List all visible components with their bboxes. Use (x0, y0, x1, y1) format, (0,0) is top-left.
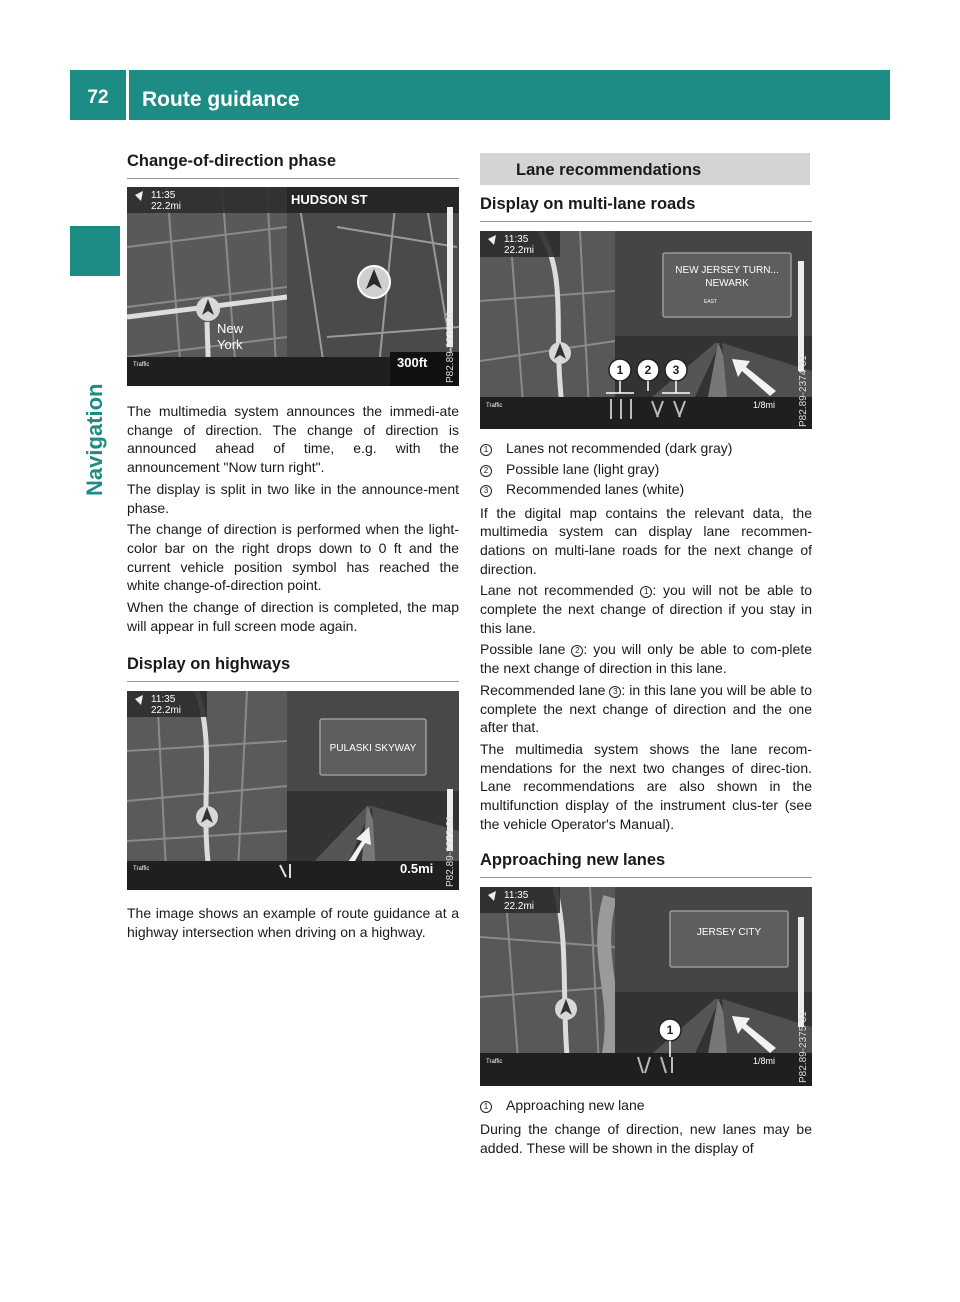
shot2-sign: PULASKI SKYWAY (329, 743, 417, 755)
header-divider (126, 70, 129, 120)
shot1-ref: P82.89-2370-31 (445, 311, 456, 383)
shot1-map-label-2: York (217, 337, 243, 352)
screenshot-multi-lane (480, 231, 812, 429)
screenshot-new-lanes (480, 887, 812, 1086)
shot3-shield: EAST (704, 299, 718, 305)
legend-item: 3 Recommended lanes (white) (480, 479, 812, 500)
legend-new-lane (480, 1095, 812, 1116)
side-tab-block (70, 226, 120, 276)
legend-item: 2 Possible lane (light gray) (480, 459, 812, 480)
box-heading-lane-recommendations: Lane recommendations (480, 153, 810, 185)
para-announce: The multimedia system announces the immedi-ate change of direction. The change of direction is announced ahead of time, e.g. with the announcement "Now turn right". (127, 403, 459, 476)
shot4-sign: JERSEY CITY (696, 927, 762, 939)
shot2-remaining: 0.5mi (400, 861, 434, 877)
screenshot-change-of-direction (127, 187, 459, 386)
shot3-remaining: 1/8mi (753, 400, 776, 410)
left-column (127, 150, 459, 942)
heading-new-lanes: Approaching new lanes (480, 851, 812, 878)
para-not-recommended: Lane not recommended 1 : you will not be able to complete the next change of direction if you stay in this lane. (480, 582, 813, 636)
shot4-callout: 1 (666, 1023, 674, 1038)
shot3-traffic: Traffic (486, 403, 503, 409)
shot4-ref: P82.89-2375-31 (798, 1011, 809, 1084)
callout-2: 2 (644, 363, 652, 377)
para-two-changes: The multimedia system shows the lane recom-mendations for the next two changes of direc-tion. Lane recommendations are also shown in the multifunction display of the instrument clus-ter (see the vehicle Operator's Manual). (480, 740, 812, 832)
legend-item: 1 Lanes not recommended (dark gray) (480, 438, 812, 459)
shot3-ref: P82.89-2374-31 (798, 355, 809, 427)
heading-change-of-direction: Change-of-direction phase (127, 152, 459, 179)
shot4-remaining: 1/8mi (753, 1056, 776, 1067)
shot1-time: 11:35 (151, 190, 176, 201)
legend-lanes (480, 438, 812, 500)
shot1-distance: 22.2mi (151, 201, 182, 212)
side-tab-label: Navigation (82, 383, 107, 496)
shot3-sign-line2: NEWARK (705, 278, 749, 289)
shot2-ref: P82.89-2372-31 (445, 815, 456, 888)
shot3-sign-line1: NEW JERSEY TURN... (675, 265, 779, 276)
para-possible: Possible lane 2 : you will only be able to com-plete the next change of direction in this lane. (480, 641, 813, 677)
shot1-map-label-1: New (217, 321, 244, 336)
callout-1: 1 (616, 363, 624, 377)
shot3-distance: 22.2mi (504, 245, 535, 256)
screenshot-highways (127, 691, 459, 890)
shot4-time: 11:35 (504, 890, 529, 902)
heading-highways: Display on highways (127, 655, 459, 682)
shot4-distance: 22.2mi (504, 901, 535, 913)
page-number: 72 (87, 87, 109, 108)
shot1-street: HUDSON ST (291, 192, 368, 207)
shot2-time: 11:35 (151, 694, 176, 706)
callout-3: 3 (672, 363, 680, 377)
para-new-lanes: During the change of direction, new lanes may be added. These will be shown in the display of (480, 1120, 812, 1156)
shot1-traffic: Traffic (133, 362, 150, 368)
para-performed: The change of direction is performed when the light-color bar on the right drops down to 0 ft and the current vehicle position symbol has reached the white change-of-direction point. (127, 521, 459, 594)
shot2-distance: 22.2mi (151, 705, 182, 717)
shot4-traffic: Traffic (486, 1059, 503, 1066)
right-column (480, 150, 812, 1157)
shot2-traffic: Traffic (133, 866, 150, 873)
heading-multi-lane: Display on multi-lane roads (480, 195, 812, 222)
para-highway-example: The image shows an example of route guidance at a highway intersection when driving on a highway. (127, 905, 459, 941)
para-split: The display is split in two like in the announce-ment phase. (127, 480, 459, 516)
para-recommended: Recommended lane 3 : in this lane you will be able to complete the next change of direction and the one after that. (480, 681, 813, 736)
legend-item: 1 Approaching new lane (480, 1095, 812, 1116)
para-completed: When the change of direction is completed, the map will appear in full screen mode again. (127, 599, 459, 634)
section-title: Route guidance (142, 88, 300, 111)
para-digital-map: If the digital map contains the relevant data, the multimedia system can display lane recommen-dations on multi-lane roads for the next change of direction. (480, 504, 812, 577)
shot1-remaining: 300ft (397, 355, 428, 370)
shot3-time: 11:35 (504, 234, 529, 245)
